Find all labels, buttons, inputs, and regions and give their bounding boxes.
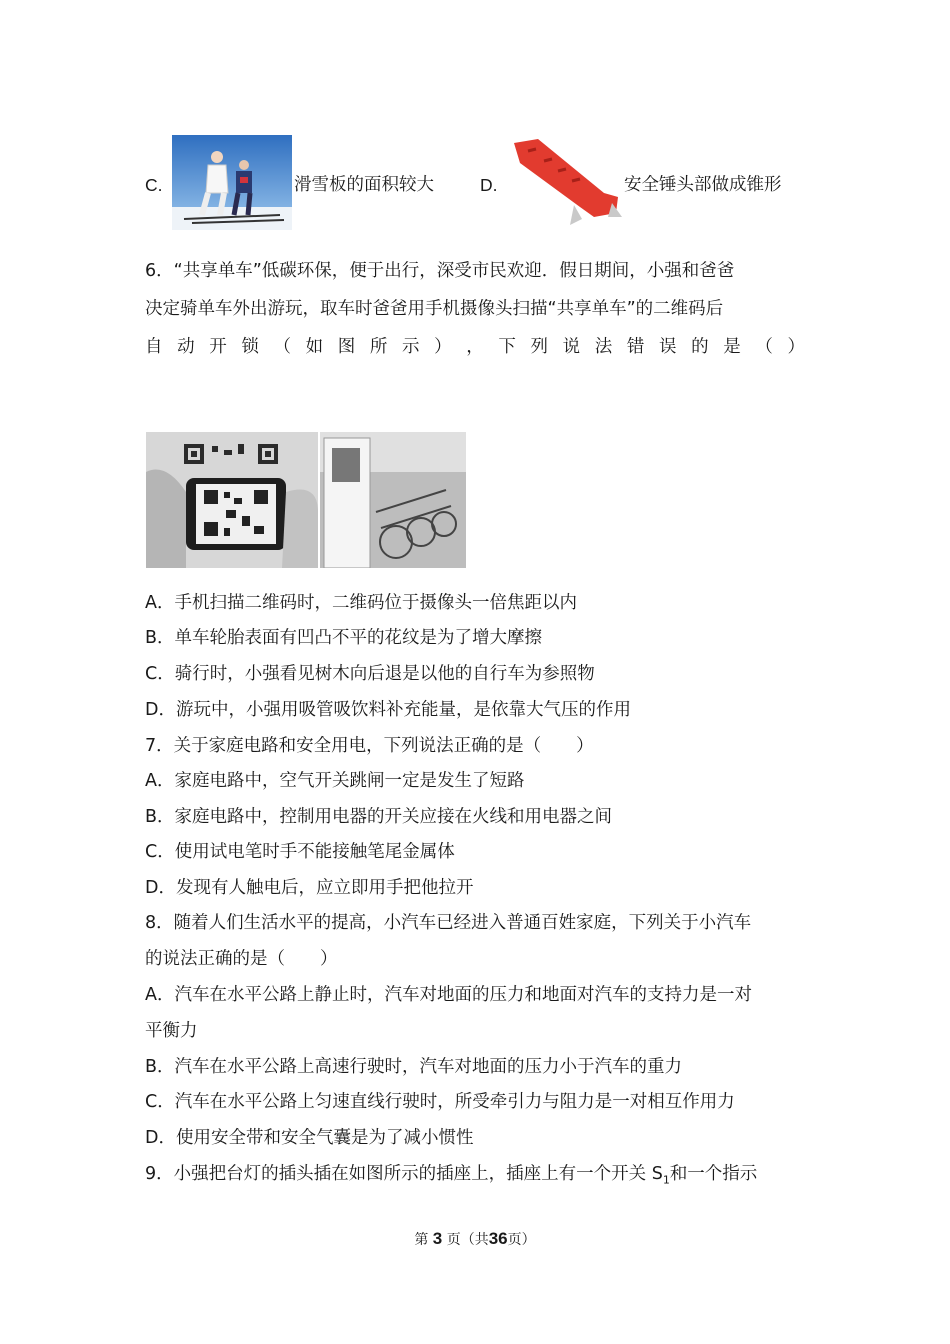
- option-d-label: D.: [480, 175, 498, 195]
- q6-option-a: A．手机扫描二维码时，二维码位于摄像头一倍焦距以内: [145, 593, 577, 613]
- q6-stem-line3-char: 图: [337, 337, 356, 357]
- q7-option-a: A．家庭电路中，空气开关跳闸一定是发生了短路: [145, 771, 525, 791]
- footer-total-pages: 36: [488, 1229, 508, 1248]
- q8-stem-line2: 的说法正确的是（ ）: [145, 949, 338, 969]
- q6-stem-line3-char: 下: [498, 337, 516, 357]
- q6-stem-line3-char: 示: [402, 337, 420, 357]
- q8-option-b: B．汽车在水平公路上高速行驶时，汽车对地面的压力小于汽车的重力: [145, 1057, 683, 1077]
- q6-stem-line3-char: 列: [530, 337, 548, 357]
- q6-stem-line3-char: ，: [466, 337, 484, 357]
- q6-stem-line3-char: 开: [209, 337, 227, 357]
- footer-mid: 页（共: [446, 1232, 489, 1248]
- option-c-text: 滑雪板的面积较大: [294, 175, 434, 195]
- q9-stem-subscript: 1: [662, 1173, 670, 1187]
- qr-bike-image: [146, 432, 466, 568]
- option-c-label: C.: [145, 175, 163, 195]
- q7-option-d: D．发现有人触电后，应立即用手把他拉开: [145, 878, 474, 898]
- q9-stem-text-b: 和一个指示: [669, 1164, 758, 1184]
- q9-stem-text-a: 9．小强把台灯的插头插在如图所示的插座上，插座上有一个开关 S: [145, 1164, 663, 1184]
- q6-stem-line3: [145, 335, 805, 359]
- q6-stem-line3-char: 误: [659, 337, 677, 357]
- q6-stem-line3-char: ）: [434, 337, 452, 357]
- q6-stem-line3-char: 说: [562, 337, 581, 357]
- q6-stem-line3-char: 法: [594, 337, 613, 357]
- q7-option-c: C．使用试电笔时手不能接触笔尾金属体: [145, 842, 455, 862]
- q8-option-a-line1: A．汽车在水平公路上静止时，汽车对地面的压力和地面对汽车的支持力是一对: [145, 985, 752, 1005]
- q6-stem-line3-char: （: [273, 337, 291, 357]
- q6-stem-line3-char: 错: [626, 337, 645, 357]
- q8-option-d: D．使用安全带和安全气囊是为了减小惯性: [145, 1128, 474, 1148]
- q8-stem-line1: 8．随着人们生活水平的提高，小汽车已经进入普通百姓家庭，下列关于小汽车: [145, 913, 752, 933]
- q6-option-d: D．游玩中，小强用吸管吸饮料补充能量，是依靠大气压的作用: [145, 700, 631, 720]
- q6-stem-line3-char: 如: [305, 337, 324, 357]
- q6-option-b: B．单车轮胎表面有凹凸不平的花纹是为了增大摩擦: [145, 628, 543, 648]
- q6-stem-line3-char: 是: [723, 337, 741, 357]
- skiing-image: [172, 135, 292, 230]
- footer-pre: 第: [414, 1232, 429, 1248]
- q6-stem-line3-char: 锁: [241, 337, 259, 357]
- q6-stem-line3-char: 自: [145, 337, 163, 357]
- q6-stem-line1: 6．“共享单车”低碳环保，便于出行，深受市民欢迎．假日期间，小强和爸爸: [145, 261, 735, 281]
- safety-hammer-image: [508, 135, 624, 233]
- q9-stem: [145, 1162, 757, 1193]
- q7-stem: 7．关于家庭电路和安全用电，下列说法正确的是（ ）: [145, 736, 594, 756]
- q6-stem-line3-char: 的: [691, 337, 709, 357]
- q6-stem-line3-char: 动: [177, 337, 195, 357]
- q6-stem-line2: 决定骑单车外出游玩，取车时爸爸用手机摄像头扫描“共享单车”的二维码后: [145, 299, 724, 319]
- q7-option-b: B．家庭电路中，控制用电器的开关应接在火线和用电器之间: [145, 807, 613, 827]
- footer-page-number: 3: [432, 1229, 443, 1248]
- q8-option-a-line2: 平衡力: [145, 1021, 198, 1041]
- page-footer: [0, 1229, 950, 1249]
- option-d-text: 安全锤头部做成锥形: [624, 175, 782, 195]
- q6-stem-line3-char: ）: [787, 337, 805, 357]
- q8-option-c: C．汽车在水平公路上匀速直线行驶时，所受牵引力与阻力是一对相互作用力: [145, 1092, 735, 1112]
- q6-stem-line3-char: （: [755, 337, 773, 357]
- q6-stem-line3-char: 所: [369, 337, 388, 357]
- q6-option-c: C．骑行时，小强看见树木向后退是以他的自行车为参照物: [145, 664, 595, 684]
- footer-post: 页）: [507, 1232, 536, 1248]
